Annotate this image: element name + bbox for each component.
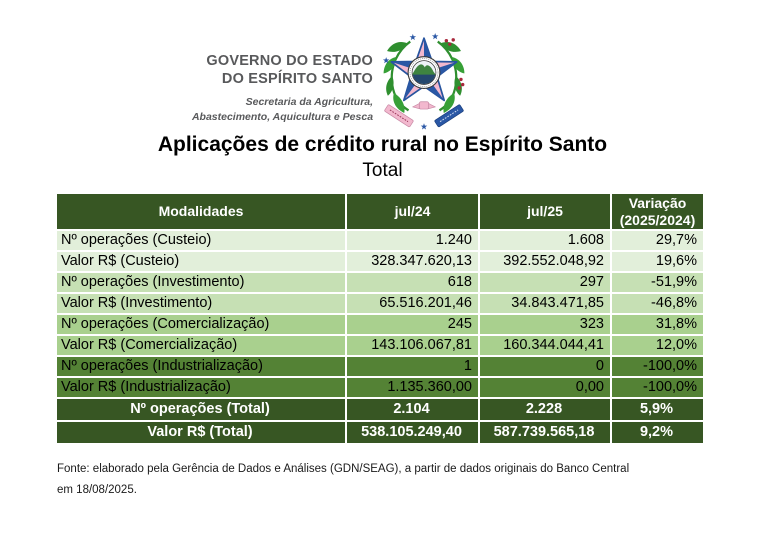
jul24-cell: 1 — [347, 357, 478, 376]
variacao-header-line2: (2025/2024) — [619, 211, 696, 228]
table-row — [57, 378, 703, 397]
page-title: Aplicações de crédito rural no Espírito Santo — [157, 133, 608, 156]
variacao-cell: -51,9% — [612, 273, 703, 292]
row-label-cell: Nº operações (Industrialização) — [57, 357, 345, 376]
row-label-cell: Nº operações (Investimento) — [57, 273, 345, 292]
table-total-row — [57, 422, 703, 443]
variacao-cell: 9,2% — [612, 422, 703, 443]
letterhead — [0, 33, 765, 131]
variacao-cell: 29,7% — [612, 231, 703, 250]
variacao-header-line1: Variação — [628, 195, 687, 212]
row-label-cell: Valor R$ (Custeio) — [57, 252, 345, 271]
jul25-cell: 2.228 — [480, 399, 610, 420]
jul25-cell: 1.608 — [480, 231, 610, 250]
jul25-cell: 0 — [480, 357, 610, 376]
table-row — [57, 357, 703, 376]
column-header-jul25: jul/25 — [480, 194, 610, 229]
table-total-row — [57, 399, 703, 420]
variacao-cell: 12,0% — [612, 336, 703, 355]
row-label-cell: Valor R$ (Industrialização) — [57, 378, 345, 397]
variacao-cell: -100,0% — [612, 378, 703, 397]
table-header-row — [57, 194, 703, 229]
table-row — [57, 252, 703, 271]
espirito-santo-coat-of-arms-icon — [381, 33, 467, 131]
government-name-block — [192, 33, 373, 125]
jul24-cell: 143.106.067,81 — [347, 336, 478, 355]
jul24-cell: 2.104 — [347, 399, 478, 420]
jul25-cell: 160.344.044,41 — [480, 336, 610, 355]
secretariat-line1: Secretaria da Agricultura, — [245, 96, 374, 109]
jul24-cell: 1.135.360,00 — [347, 378, 478, 397]
jul25-cell: 392.552.048,92 — [480, 252, 610, 271]
jul25-cell: 587.739.565,18 — [480, 422, 610, 443]
table-row — [57, 231, 703, 250]
variacao-cell: -46,8% — [612, 294, 703, 313]
row-label-cell: Nº operações (Total) — [57, 399, 345, 420]
column-header-modalidades: Modalidades — [57, 194, 345, 229]
jul24-cell: 1.240 — [347, 231, 478, 250]
table-row — [57, 315, 703, 334]
row-label-cell: Valor R$ (Investimento) — [57, 294, 345, 313]
source-note — [57, 459, 717, 500]
gov-name-line2: DO ESPÍRITO SANTO — [221, 70, 374, 87]
gov-name-line1: GOVERNO DO ESTADO — [206, 53, 374, 69]
row-label-cell: Valor R$ (Comercialização) — [57, 336, 345, 355]
source-note-line2: em 18/08/2025. — [57, 483, 137, 496]
secretariat-line2: Abastecimento, Aquicultura e Pesca — [191, 111, 374, 124]
jul25-cell: 0,00 — [480, 378, 610, 397]
variacao-cell: 31,8% — [612, 315, 703, 334]
jul24-cell: 538.105.249,40 — [347, 422, 478, 443]
jul25-cell: 297 — [480, 273, 610, 292]
column-header-jul24: jul/24 — [347, 194, 478, 229]
table-row — [57, 294, 703, 313]
column-header-variacao — [612, 194, 703, 229]
variacao-cell: 19,6% — [612, 252, 703, 271]
source-note-line1: Fonte: elaborado pela Gerência de Dados e Análises (GDN/SEAG), a partir de dados originais do Banco Central — [57, 463, 630, 475]
jul24-cell: 65.516.201,46 — [347, 294, 478, 313]
row-label-cell: Nº operações (Comercialização) — [57, 315, 345, 334]
jul25-cell: 323 — [480, 315, 610, 334]
variacao-cell: -100,0% — [612, 357, 703, 376]
table-row — [57, 273, 703, 292]
variacao-cell: 5,9% — [612, 399, 703, 420]
row-label-cell: Valor R$ (Total) — [57, 422, 345, 443]
page-subtitle: Total — [362, 160, 403, 181]
jul24-cell: 618 — [347, 273, 478, 292]
jul25-cell: 34.843.471,85 — [480, 294, 610, 313]
table-row — [57, 336, 703, 355]
rural-credit-table — [55, 192, 705, 445]
jul24-cell: 328.347.620,13 — [347, 252, 478, 271]
row-label-cell: Nº operações (Custeio) — [57, 231, 345, 250]
jul24-cell: 245 — [347, 315, 478, 334]
